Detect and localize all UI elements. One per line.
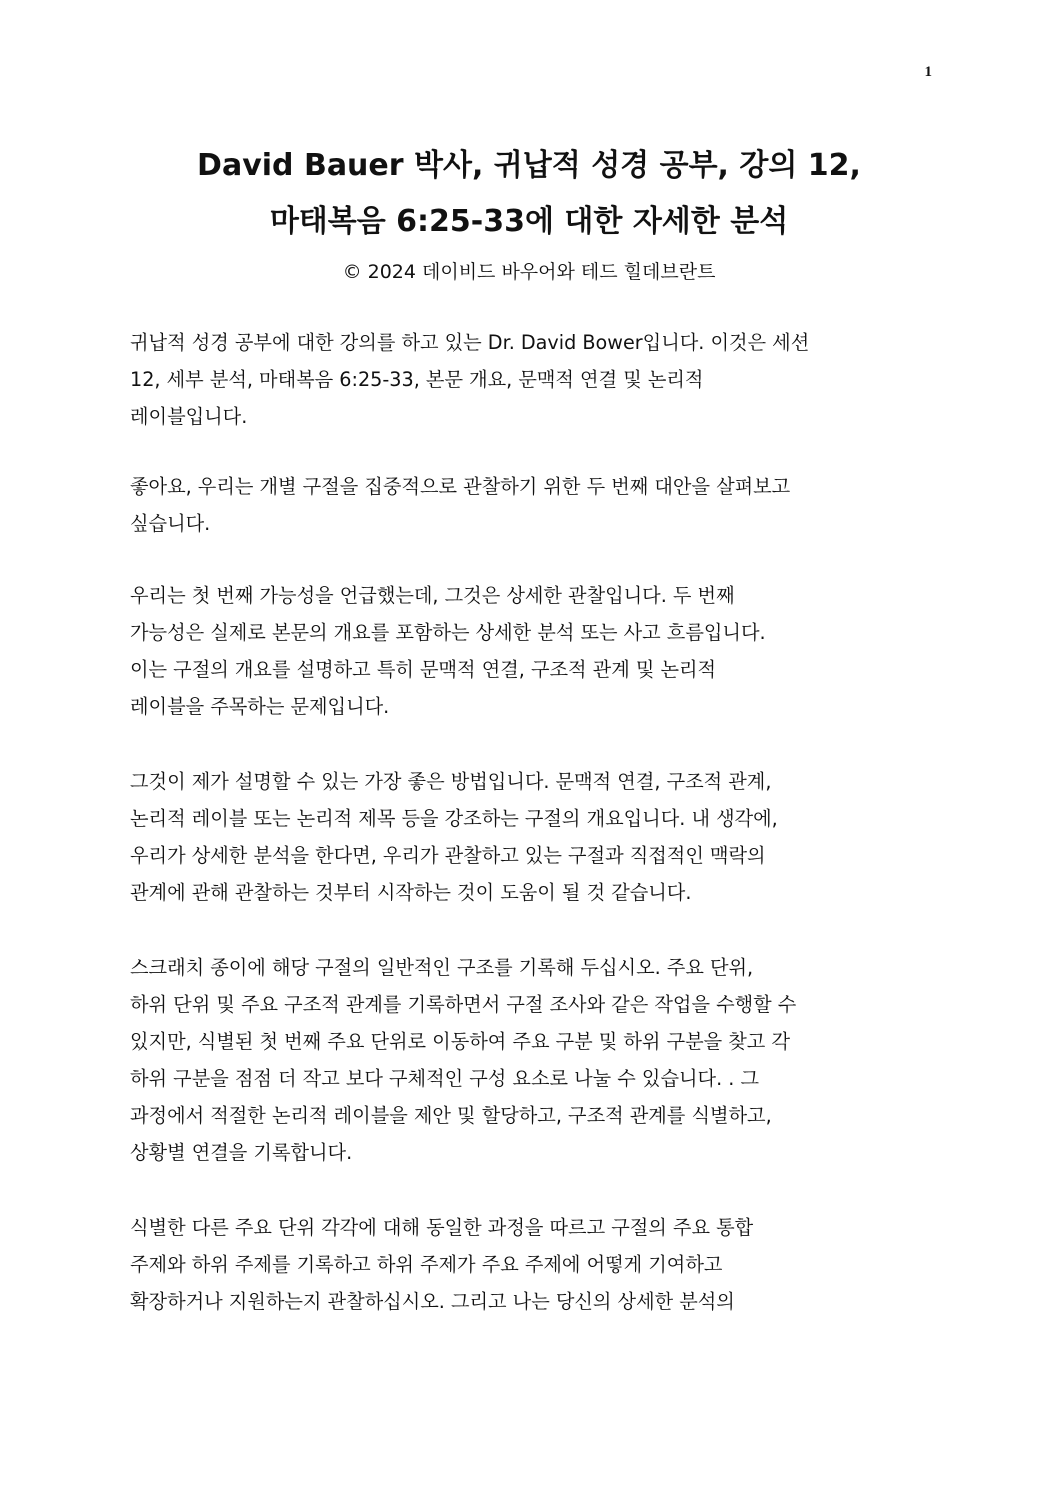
paragraph-line: 좋아요, 우리는 개별 구절을 집중적으로 관찰하기 위한 두 번째 대안을 살펴보고 bbox=[130, 475, 791, 498]
paragraph-line: 상황별 연결을 기록합니다. bbox=[130, 1141, 353, 1164]
paragraph-line: 있지만, 식별된 첫 번째 주요 단위로 이동하여 주요 구분 및 하위 구분을 찾고 각 bbox=[130, 1030, 790, 1053]
copyright-notice: © 2024 데이비드 바우어와 테드 힐데브란트 bbox=[342, 261, 716, 283]
paragraph-line: 하위 단위 및 주요 구조적 관계를 기록하면서 구절 조사와 같은 작업을 수행할 수 bbox=[130, 993, 797, 1016]
paragraph-line: 논리적 레이블 또는 논리적 제목 등을 강조하는 구절의 개요입니다. 내 생각에, bbox=[130, 807, 778, 830]
page-number: 1 bbox=[924, 64, 932, 80]
paragraph-5 bbox=[130, 949, 930, 1171]
paragraph-line: 귀납적 성경 공부에 대한 강의를 하고 있는 Dr. David Bower입니다. 이것은 세션 bbox=[130, 331, 810, 354]
paragraph-4 bbox=[130, 763, 930, 911]
paragraph-line: 그것이 제가 설명할 수 있는 가장 좋은 방법입니다. 문맥적 연결, 구조적 관계, bbox=[130, 770, 772, 793]
paragraph-line: 관계에 관해 관찰하는 것부터 시작하는 것이 도움이 될 것 같습니다. bbox=[130, 881, 692, 904]
title-line-1: David Bauer 박사, 귀납적 성경 공부, 강의 12, bbox=[197, 148, 861, 183]
paragraph-line: 우리가 상세한 분석을 한다면, 우리가 관찰하고 있는 구절과 직접적인 맥락의 bbox=[130, 844, 766, 867]
paragraph-line: 우리는 첫 번째 가능성을 언급했는데, 그것은 상세한 관찰입니다. 두 번째 bbox=[130, 584, 735, 607]
paragraph-6 bbox=[130, 1209, 930, 1320]
paragraph-line: 12, 세부 분석, 마태복음 6:25-33, 본문 개요, 문맥적 연결 및 논리적 bbox=[130, 368, 704, 391]
paragraph-line: 스크래치 종이에 해당 구절의 일반적인 구조를 기록해 두십시오. 주요 단위, bbox=[130, 956, 754, 979]
paragraph-2 bbox=[130, 468, 930, 542]
paragraph-line: 레이블을 주목하는 문제입니다. bbox=[130, 695, 390, 718]
paragraph-line: 싶습니다. bbox=[130, 512, 211, 535]
paragraph-1 bbox=[130, 324, 930, 435]
title-line-2: 마태복음 6:25-33에 대한 자세한 분석 bbox=[269, 204, 789, 239]
paragraph-line: 이는 구절의 개요를 설명하고 특히 문맥적 연결, 구조적 관계 및 논리적 bbox=[130, 658, 717, 681]
paragraph-line: 확장하거나 지원하는지 관찰하십시오. 그리고 나는 당신의 상세한 분석의 bbox=[130, 1290, 735, 1313]
paragraph-line: 과정에서 적절한 논리적 레이블을 제안 및 할당하고, 구조적 관계를 식별하고, bbox=[130, 1104, 772, 1127]
paragraph-line: 하위 구분을 점점 더 작고 보다 구체적인 구성 요소로 나눌 수 있습니다. . 그 bbox=[130, 1067, 760, 1090]
paragraph-line: 식별한 다른 주요 단위 각각에 대해 동일한 과정을 따르고 구절의 주요 통합 bbox=[130, 1216, 754, 1239]
paragraph-3 bbox=[130, 577, 930, 725]
paragraph-line: 주제와 하위 주제를 기록하고 하위 주제가 주요 주제에 어떻게 기여하고 bbox=[130, 1253, 723, 1276]
paragraph-line: 레이블입니다. bbox=[130, 405, 248, 428]
paragraph-line: 가능성은 실제로 본문의 개요를 포함하는 상세한 분석 또는 사고 흐름입니다. bbox=[130, 621, 766, 644]
